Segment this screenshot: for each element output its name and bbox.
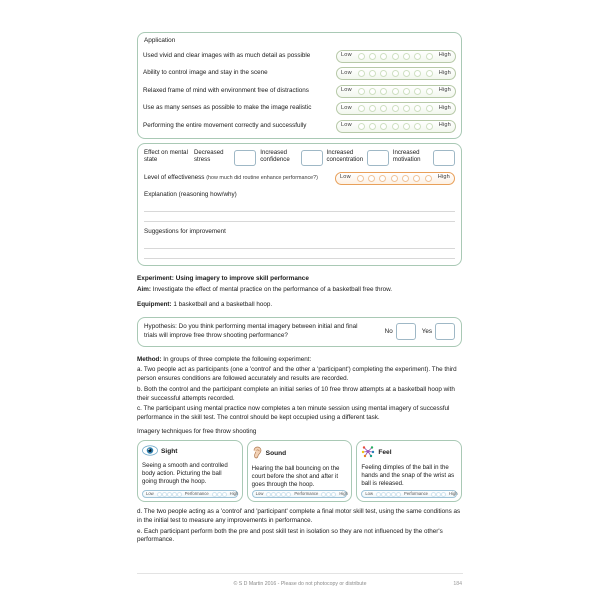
experiment-equipment [137, 301, 462, 310]
method-continued [137, 508, 462, 545]
method-section [137, 356, 462, 437]
slider-track[interactable] [356, 70, 435, 77]
application-row-label: Used vivid and clear images with as much detail as possible [143, 51, 311, 59]
mini-track[interactable] [373, 492, 404, 497]
effect-lead [144, 149, 190, 164]
equipment-label: Equipment: [137, 301, 172, 309]
mini-high-label: High [339, 491, 348, 497]
effect-option-checkbox[interactable] [433, 150, 455, 166]
slider-track[interactable] [356, 123, 435, 130]
slider-dot[interactable] [403, 88, 410, 95]
effect-option-checkbox[interactable] [301, 150, 323, 166]
slider-dot[interactable] [391, 175, 398, 182]
slider-dot[interactable] [358, 53, 365, 60]
mini-dot[interactable] [396, 492, 401, 497]
effect-option-label: Increased concentration [326, 148, 364, 164]
hand-touch-icon [361, 445, 375, 461]
method-item: d. The two people acting as a 'control' and 'participant' complete a final motor skill test, using the same conditions as in the initial test to measure any improvements in performance. [137, 508, 461, 524]
level-label-sub: (how much did routine enhance performance?) [206, 174, 318, 181]
application-title: Application [144, 37, 176, 44]
techniques-caption: Imagery techniques for free throw shooting [137, 427, 257, 435]
effect-options-row [144, 149, 455, 166]
card-body: Feeling dimples of the ball in the hands and the snap of the wrist as ball is released. [361, 463, 455, 488]
slider-dot[interactable] [358, 123, 365, 130]
eye-icon [142, 445, 158, 459]
mini-track[interactable] [263, 492, 294, 497]
hypothesis-yes-checkbox[interactable] [435, 323, 455, 340]
slider-dot[interactable] [380, 53, 387, 60]
performance-mini-slider[interactable] [361, 490, 457, 498]
slider-high-label: High [437, 174, 450, 181]
method-item: a. Two people act as participants (one a 'control' and the other a 'participant') completing the experiment). The third person ensures conditions are followed accurately and results are recorded. [137, 366, 457, 383]
slider-dot[interactable] [369, 105, 376, 112]
mini-dot[interactable] [286, 492, 291, 497]
slider-dot[interactable] [426, 123, 433, 130]
slider-dot[interactable] [380, 88, 387, 95]
method-item: c. The participant using mental practice now completes a ten minute session using mental imagery of successful performance in the skill test. The control should be kept occupied using a different task. [137, 405, 450, 421]
slider-high-label: High [438, 104, 451, 111]
slider-dot[interactable] [414, 105, 421, 112]
slider-dot[interactable] [403, 53, 410, 60]
experiment-aim [137, 286, 462, 295]
rating-slider[interactable] [336, 85, 456, 98]
rating-slider[interactable] [336, 50, 456, 63]
slider-dot[interactable] [426, 88, 433, 95]
mini-dot[interactable] [167, 492, 172, 497]
effect-panel [137, 143, 462, 267]
slider-track[interactable] [356, 53, 435, 60]
mini-mid-label: Performance [294, 491, 319, 497]
hypothesis-text: Hypothesis: Do you think performing mental imagery between initial and final trials will improve free throw shooting performance? [144, 323, 358, 339]
technique-card-sight [137, 440, 243, 502]
slider-dot[interactable] [369, 70, 376, 77]
performance-mini-slider[interactable] [252, 490, 348, 498]
effect-option-checkbox[interactable] [367, 150, 389, 166]
write-line[interactable] [144, 249, 455, 259]
page-footer [0, 581, 600, 588]
page-content [137, 32, 462, 545]
effect-option-label: Increased motivation [392, 148, 421, 164]
application-row [143, 120, 456, 133]
experiment-section [137, 275, 462, 310]
imagery-technique-cards [137, 440, 462, 502]
effect-option[interactable] [260, 149, 322, 166]
explanation-field[interactable] [144, 191, 455, 222]
slider-dot[interactable] [369, 88, 376, 95]
application-row-label: Relaxed frame of mind with environment free of distractions [143, 86, 309, 94]
slider-dot[interactable] [426, 105, 433, 112]
explanation-label: Explanation (reasoning how/why) [144, 190, 237, 198]
slider-dot[interactable] [413, 175, 420, 182]
slider-track[interactable] [356, 88, 435, 95]
slider-dot[interactable] [380, 123, 387, 130]
mini-dot[interactable] [217, 492, 222, 497]
slider-dot[interactable] [392, 88, 399, 95]
slider-high-label: High [438, 52, 451, 59]
slider-dot[interactable] [358, 88, 365, 95]
hypothesis-yes-option[interactable] [422, 323, 455, 340]
mini-track[interactable] [428, 492, 449, 497]
card-header [142, 445, 238, 459]
card-title: Sound [265, 449, 287, 457]
effect-option[interactable] [327, 149, 389, 166]
effect-option[interactable] [194, 149, 256, 166]
slider-low-label: Low [341, 69, 352, 76]
effect-option[interactable] [393, 149, 455, 166]
slider-dot[interactable] [392, 105, 399, 112]
slider-dot[interactable] [426, 70, 433, 77]
slider-dot[interactable] [392, 53, 399, 60]
footer-copyright: © S D Martin 2016 - Please do not photocopy or distribute [233, 581, 367, 588]
hypothesis-no-checkbox[interactable] [396, 323, 416, 340]
effect-option-label: Decreased stress [194, 148, 224, 164]
hypothesis-no-label: No [384, 327, 393, 335]
suggestions-field[interactable] [144, 228, 455, 259]
slider-low-label: Low [341, 52, 352, 59]
slider-low-label: Low [341, 122, 352, 129]
performance-mini-slider[interactable] [142, 490, 238, 498]
application-row-label: Performing the entire movement correctly and successfully [143, 121, 307, 129]
equipment-text: 1 basketball and a basketball hoop. [173, 301, 273, 309]
application-panel [137, 32, 462, 139]
slider-dot[interactable] [392, 70, 399, 77]
effect-lead-label: Effect on mental state [144, 148, 188, 164]
slider-dot[interactable] [403, 70, 410, 77]
mini-low-label: Low [365, 491, 374, 497]
application-row-label: Ability to control image and stay in the scene [143, 69, 268, 77]
level-label-text: Level of effectiveness [144, 173, 205, 181]
ear-icon [252, 445, 263, 462]
slider-dot[interactable] [414, 70, 421, 77]
method-item: b. Both the control and the participant complete an initial series of 10 free throw attempts at a basketball hoop with their successful attempts recorded. [137, 385, 455, 402]
method-label: Method: [137, 355, 162, 363]
application-row [143, 102, 456, 115]
experiment-title: Experiment: Using imagery to improve skill performance [137, 275, 309, 283]
mini-high-label: High [449, 491, 458, 497]
mini-track[interactable] [154, 492, 185, 497]
rating-slider[interactable] [336, 67, 456, 80]
slider-low-label: Low [340, 174, 351, 181]
application-row-label: Use as many senses as possible to make the image realistic [143, 104, 312, 112]
slider-dot[interactable] [414, 123, 421, 130]
slider-dot[interactable] [392, 123, 399, 130]
aim-label: Aim: [137, 285, 151, 293]
level-slider[interactable] [335, 172, 455, 185]
technique-card-feel [356, 440, 462, 502]
write-line[interactable] [144, 239, 455, 249]
mini-track[interactable] [209, 492, 230, 497]
slider-dot[interactable] [358, 70, 365, 77]
rating-slider[interactable] [336, 120, 456, 133]
slider-dot[interactable] [403, 123, 410, 130]
level-label [144, 174, 335, 182]
hypothesis-panel [137, 317, 462, 347]
mini-low-label: Low [255, 491, 264, 497]
slider-low-label: Low [341, 104, 352, 111]
slider-high-label: High [438, 87, 451, 94]
mini-dot[interactable] [212, 492, 217, 497]
slider-track[interactable] [355, 175, 434, 182]
card-title: Sight [161, 448, 178, 456]
mini-mid-label: Performance [404, 491, 429, 497]
slider-dot[interactable] [368, 175, 375, 182]
slider-dot[interactable] [369, 53, 376, 60]
mini-dot[interactable] [177, 492, 182, 497]
mini-dot[interactable] [222, 492, 227, 497]
slider-dot[interactable] [369, 123, 376, 130]
mini-dot[interactable] [331, 492, 336, 497]
slider-dot[interactable] [380, 105, 387, 112]
mini-dot[interactable] [157, 492, 162, 497]
slider-dot[interactable] [426, 53, 433, 60]
card-body: Hearing the ball bouncing on the court before the shot and after it goes through the hoop. [251, 464, 340, 489]
application-row [143, 67, 456, 80]
mini-track[interactable] [318, 492, 339, 497]
application-row [143, 85, 456, 98]
level-of-effectiveness-row [144, 172, 455, 185]
slider-dot[interactable] [380, 70, 387, 77]
aim-text: Investigate the effect of mental practice on the performance of a basketball free throw. [152, 285, 393, 293]
page-number: 184 [453, 581, 462, 588]
write-line[interactable] [144, 212, 455, 222]
rating-slider[interactable] [336, 102, 456, 115]
slider-high-label: High [438, 122, 451, 129]
slider-dot[interactable] [402, 175, 409, 182]
card-title: Feel [378, 449, 392, 457]
card-header [361, 445, 457, 461]
slider-dot[interactable] [414, 88, 421, 95]
mini-mid-label: Performance [184, 491, 209, 497]
mini-high-label: High [229, 491, 239, 497]
suggestions-label: Suggestions for improvement [144, 227, 226, 235]
mini-dot[interactable] [162, 492, 167, 497]
effect-option-label: Increased confidence [260, 148, 290, 164]
hypothesis-no-option[interactable] [385, 323, 416, 340]
card-body: Seeing a smooth and controlled body action. Picturing the ball going through the hoop. [142, 461, 228, 486]
hypothesis-yes-label: Yes [421, 327, 432, 335]
effect-option-checkbox[interactable] [234, 150, 256, 166]
write-line[interactable] [144, 202, 455, 212]
method-item: e. Each participant perform both the pre and post skill test in isolation so they are not influenced by the other's performance. [137, 527, 443, 544]
slider-dot[interactable] [403, 105, 410, 112]
slider-dot[interactable] [357, 175, 364, 182]
method-intro [137, 356, 462, 365]
slider-dot[interactable] [425, 175, 432, 182]
application-row [143, 50, 456, 63]
slider-dot[interactable] [358, 105, 365, 112]
card-header [252, 445, 348, 462]
slider-low-label: Low [341, 87, 352, 94]
slider-high-label: High [438, 69, 451, 76]
mini-dot[interactable] [441, 492, 446, 497]
mini-low-label: Low [146, 491, 154, 497]
technique-card-sound [247, 440, 353, 502]
slider-dot[interactable] [379, 175, 386, 182]
method-intro-text: In groups of three complete the following experiment: [163, 355, 312, 363]
slider-dot[interactable] [414, 53, 421, 60]
mini-dot[interactable] [172, 492, 177, 497]
footer-divider [137, 573, 463, 574]
slider-track[interactable] [356, 105, 435, 112]
